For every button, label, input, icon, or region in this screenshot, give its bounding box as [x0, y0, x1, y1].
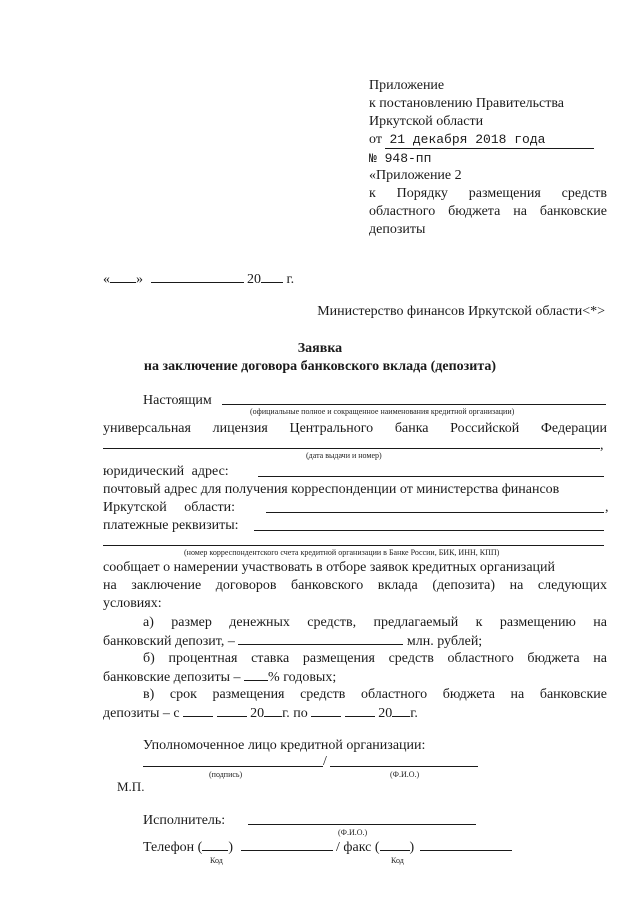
- appendix-line-3: Иркутской области: [369, 114, 484, 129]
- phone-code-field[interactable]: [202, 838, 228, 851]
- month-blank[interactable]: [151, 270, 244, 283]
- license-text: универсальная лицензия Центрального банка Российской Федерации: [103, 421, 607, 436]
- authorized-fio-field[interactable]: [330, 766, 478, 767]
- phone-label: Телефон (: [143, 840, 203, 855]
- condition-b-prefix: банковские депозиты –: [103, 670, 241, 685]
- stamp-label: М.П.: [117, 779, 145, 794]
- title-line-2: на заключение договора банковского вклада (депозита): [143, 359, 497, 374]
- postal-address-line-1: почтовый адрес для получения корреспонденции от министерства финансов: [103, 482, 560, 497]
- fax-label: / факс (: [336, 840, 380, 855]
- caption-signature: (подпись): [209, 770, 243, 779]
- fax-code-caption: Код: [391, 856, 404, 865]
- legal-address-field[interactable]: [258, 476, 604, 477]
- condition-v-line-2: [103, 704, 418, 722]
- condition-a-line-2: [103, 632, 482, 650]
- license-field[interactable]: [103, 448, 600, 449]
- end-year-field[interactable]: [392, 704, 410, 717]
- postal-address-comma: ,: [605, 500, 609, 515]
- year-blank[interactable]: [261, 270, 283, 283]
- fax-code-field[interactable]: [380, 838, 410, 851]
- deposit-amount-field[interactable]: [238, 632, 403, 645]
- caption-org-name: (официальные полное и сокращенное наименования кредитной организации): [250, 407, 515, 416]
- appendix-number: № 948-пп: [369, 151, 432, 166]
- fax-number-field[interactable]: [420, 838, 512, 851]
- title-line-1: Заявка: [297, 341, 343, 356]
- appendix-line-2: к постановлению Правительства: [369, 96, 565, 111]
- condition-b-suffix: % годовых;: [268, 670, 337, 685]
- day-blank[interactable]: [110, 270, 136, 283]
- signature-slash: /: [323, 754, 327, 769]
- phone-paren-close: ): [228, 840, 234, 855]
- legal-address-label: юридический адрес:: [103, 464, 229, 479]
- payment-details-label: платежные реквизиты:: [103, 518, 239, 533]
- appendix-line-1: Приложение: [369, 78, 445, 93]
- interest-rate-field[interactable]: [244, 668, 268, 681]
- condition-v-line-1: в) срок размещения средств областного бюджета на банковские: [143, 687, 607, 702]
- condition-b-line-1: б) процентная ставка размещения средств областного бюджета на: [143, 651, 607, 666]
- executor-label: Исполнитель:: [143, 813, 226, 828]
- postal-address-field[interactable]: [266, 512, 604, 513]
- postal-address-line-2: Иркутской области:: [103, 500, 235, 515]
- executor-fio-field[interactable]: [248, 824, 476, 825]
- appendix-sub-3: областного бюджета на банковские: [369, 204, 607, 219]
- condition-a-line-1: а) размер денежных средств, предлагаемый к размещению на: [143, 615, 607, 630]
- notifies-line-1: сообщает о намерении участвовать в отборе заявок кредитных организаций: [103, 560, 556, 575]
- start-month-field[interactable]: [217, 704, 247, 717]
- hereby-label: Настоящим: [143, 393, 212, 408]
- start-year-prefix: 20: [250, 706, 265, 721]
- end-year-prefix: 20: [378, 706, 393, 721]
- appendix-date-row: [369, 131, 594, 149]
- condition-a-prefix: банковский депозит, –: [103, 634, 235, 649]
- caption-authorized-fio: (Ф.И.О.): [390, 770, 420, 779]
- start-year-field[interactable]: [264, 704, 282, 717]
- condition-v-mid: г. по: [282, 706, 308, 721]
- fax-paren-close: ): [409, 840, 415, 855]
- year-prefix: 20: [247, 272, 261, 287]
- year-suffix: г.: [286, 272, 295, 287]
- appendix-sub-2: к Порядку размещения средств: [369, 186, 607, 201]
- condition-v-prefix: депозиты – с: [103, 706, 180, 721]
- org-name-field[interactable]: [222, 404, 606, 405]
- appendix-date-prefix: от: [369, 132, 382, 147]
- caption-account: (номер корреспондентского счета кредитной организации в Банке России, БИК, ИНН, КПП): [184, 548, 500, 557]
- end-month-field[interactable]: [345, 704, 375, 717]
- date-line: [103, 270, 294, 288]
- condition-b-line-2: [103, 668, 336, 686]
- license-comma: ,: [600, 438, 604, 453]
- phone-number-field[interactable]: [241, 838, 333, 851]
- notifies-line-2: на заключение договоров банковского вклада (депозита) на следующих: [103, 578, 607, 593]
- phone-fax-row: [143, 838, 512, 856]
- condition-v-end: г.: [410, 706, 418, 721]
- appendix-date: 21 декабря 2018 года: [385, 131, 594, 149]
- payment-details-field[interactable]: [254, 530, 604, 531]
- appendix-sub-1: «Приложение 2: [369, 168, 462, 183]
- notifies-line-3: условиях:: [103, 596, 162, 611]
- signature-field[interactable]: [143, 766, 323, 767]
- authorized-person-label: Уполномоченное лицо кредитной организации:: [143, 738, 426, 753]
- appendix-sub-4: депозиты: [369, 222, 426, 237]
- start-day-field[interactable]: [183, 704, 213, 717]
- recipient: Министерство финансов Иркутской области<*>: [317, 304, 605, 319]
- payment-details-field-2[interactable]: [103, 545, 604, 546]
- caption-executor-fio: (Ф.И.О.): [338, 828, 368, 837]
- date-quote-open: «: [103, 272, 110, 287]
- end-day-field[interactable]: [311, 704, 341, 717]
- date-quote-close: »: [136, 272, 143, 287]
- phone-code-caption: Код: [210, 856, 223, 865]
- caption-license: (дата выдачи и номер): [306, 451, 382, 460]
- condition-a-suffix: млн. рублей;: [406, 634, 483, 649]
